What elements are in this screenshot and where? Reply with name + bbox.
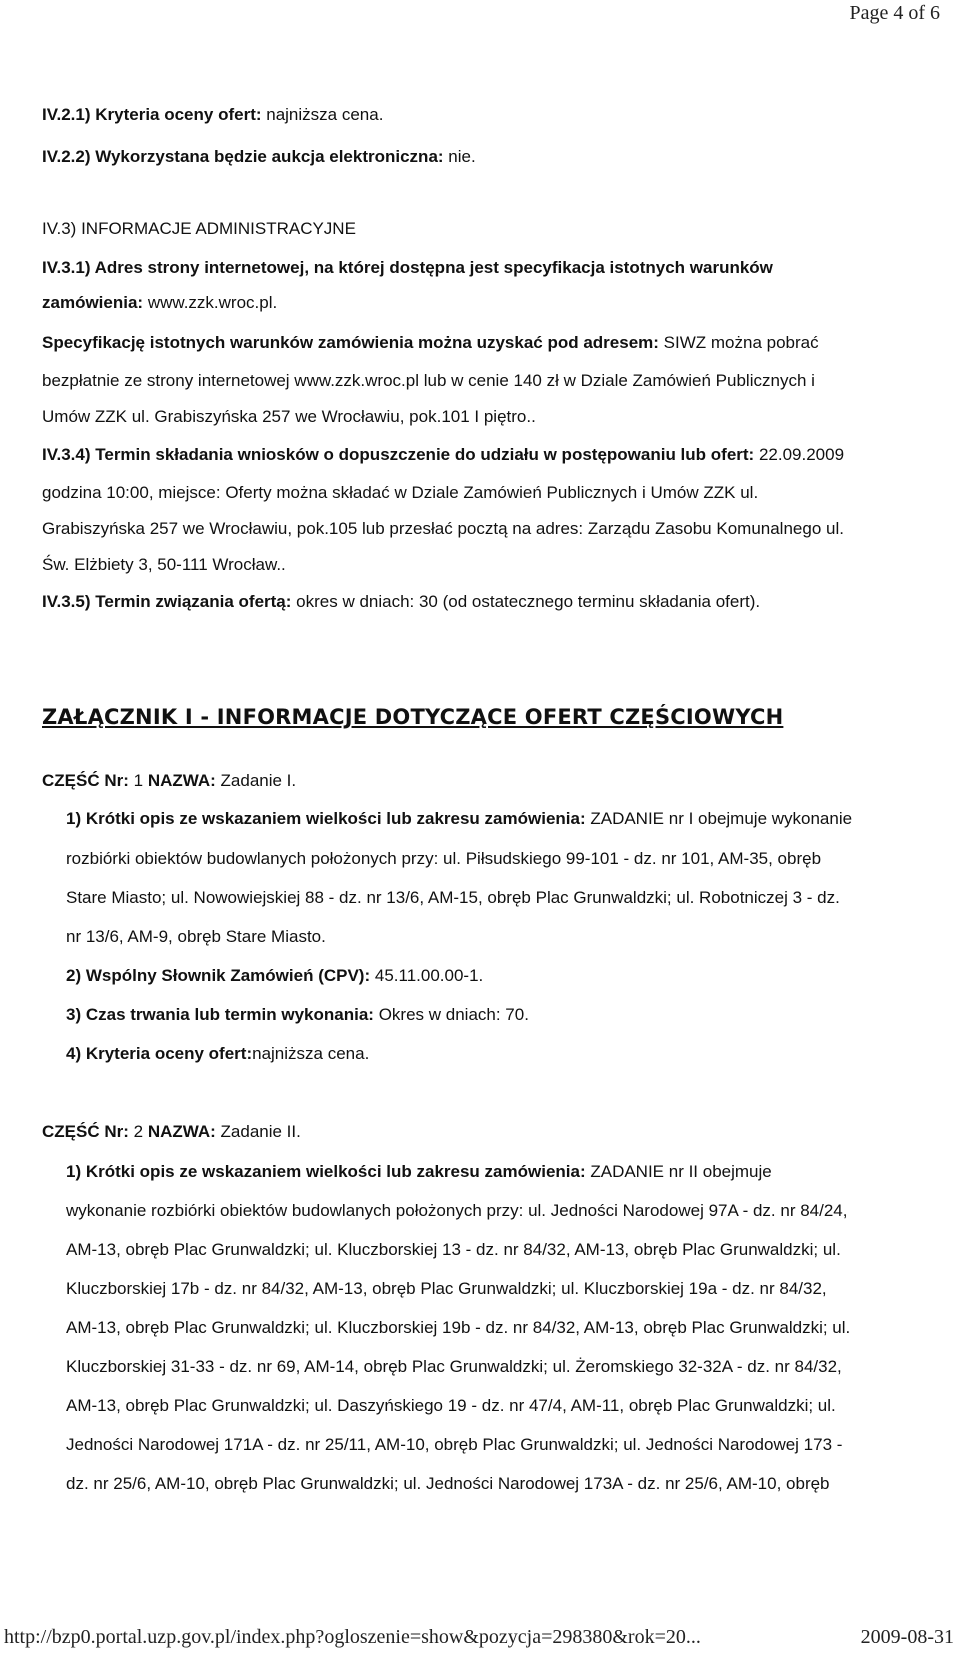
binding-line: IV.3.5) Termin związania ofertą: okres w dniach: 30 (od ostatecznego terminu składania ofert). [42,592,761,611]
part1-desc-1: 1) Krótki opis ze wskazaniem wielkości lub zakresu zamówienia: ZADANIE nr I obejmuje wykonanie [66,809,853,828]
criteria-line: IV.2.1) Kryteria oceny ofert: najniższa cena. [42,105,384,124]
part2-header: CZĘŚĆ Nr: 2 NAZWA: Zadanie II. [42,1122,301,1141]
deadline-line-1: IV.3.4) Termin składania wniosków o dopuszczenie do udziału w postępowaniu lub ofert: 22.09.2009 [42,445,845,464]
part2-desc-line: AM-13, obręb Plac Grunwaldzki; ul. Daszyńskiego 19 - dz. nr 47/4, AM-11, obręb Plac Grunwaldzki; ul. [66,1396,836,1415]
page-footer [0,1626,960,1654]
part2-desc-line: AM-13, obręb Plac Grunwaldzki; ul. Kluczborskiej 19b - dz. nr 84/32, AM-13, obręb Plac Grunwaldzki; ul. [66,1318,851,1337]
footer-date: 2009-08-31 [860,1626,954,1648]
part1-desc-4: nr 13/6, AM-9, obręb Stare Miasto. [66,927,326,946]
website-label: IV.3.1) Adres strony internetowej, na której dostępna jest specyfikacja istotnych warunków [42,258,773,277]
part2-desc-line: AM-13, obręb Plac Grunwaldzki; ul. Kluczborskiej 13 - dz. nr 84/32, AM-13, obręb Plac Grunwaldzki; ul. [66,1240,841,1259]
part1-criteria: 4) Kryteria oceny ofert:najniższa cena. [66,1044,370,1063]
deadline-line-3: Grabiszyńska 257 we Wrocławiu, pok.105 lub przesłać pocztą na adres: Zarządu Zasobu Komunalnego ul. [42,519,844,538]
part1-duration: 3) Czas trwania lub termin wykonania: Okres w dniach: 70. [66,1005,529,1024]
deadline-line-2: godzina 10:00, miejsce: Oferty można składać w Dziale Zamówień Publicznych i Umów ZZK ul. [42,483,759,502]
part2-desc-line: Kluczborskiej 17b - dz. nr 84/32, AM-13, obręb Plac Grunwaldzki; ul. Kluczborskiej 19a - dz. nr 84/32, [66,1279,827,1298]
siwz-line-3: Umów ZZK ul. Grabiszyńska 257 we Wrocławiu, pok.101 I piętro.. [42,407,536,426]
deadline-line-4: Św. Elżbiety 3, 50-111 Wrocław.. [42,555,286,574]
part2-desc-line: dz. nr 25/6, AM-10, obręb Plac Grunwaldzki; ul. Jedności Narodowej 173A - dz. nr 25/6, AM-10, obręb [66,1474,830,1493]
part2-desc-1: 1) Krótki opis ze wskazaniem wielkości lub zakresu zamówienia: ZADANIE nr II obejmuje [66,1162,772,1181]
footer-url: http://bzp0.portal.uzp.gov.pl/index.php?ogloszenie=show&pozycja=298380&rok=20... [4,1626,701,1648]
part1-header: CZĘŚĆ Nr: 1 NAZWA: Zadanie I. [42,771,297,790]
part1-desc-2: rozbiórki obiektów budowlanych położonych przy: ul. Piłsudskiego 99-101 - dz. nr 101, AM-35, obręb [66,849,822,868]
website-line: zamówienia: www.zzk.wroc.pl. [42,293,278,312]
auction-line: IV.2.2) Wykorzystana będzie aukcja elektroniczna: nie. [42,147,476,166]
page-number: Page 4 of 6 [849,2,940,24]
siwz-line-2: bezpłatnie ze strony internetowej www.zzk.wroc.pl lub w cenie 140 zł w Dziale Zamówień Publicznych i [42,371,815,390]
admin-heading: IV.3) INFORMACJE ADMINISTRACYJNE [42,219,356,238]
siwz-line-1: Specyfikację istotnych warunków zamówienia można uzyskać pod adresem: SIWZ można pobrać [42,333,819,352]
annex-title: ZAŁĄCZNIK I - INFORMACJE DOTYCZĄCE OFERT CZĘŚCIOWYCH [42,705,784,729]
part2-desc-line: wykonanie rozbiórki obiektów budowlanych położonych przy: ul. Jedności Narodowej 97A - dz. nr 84/24, [66,1201,848,1220]
part2-desc-line: Jedności Narodowej 171A - dz. nr 25/11, AM-10, obręb Plac Grunwaldzki; ul. Jedności Narodowej 173 - [66,1435,843,1454]
part1-cpv: 2) Wspólny Słownik Zamówień (CPV): 45.11.00.00-1. [66,966,484,985]
part2-desc-line: Kluczborskiej 31-33 - dz. nr 69, AM-14, obręb Plac Grunwaldzki; ul. Żeromskiego 32-32A - dz. nr 84/32, [66,1357,842,1376]
part1-desc-3: Stare Miasto; ul. Nowowiejskiej 88 - dz. nr 13/6, AM-15, obręb Plac Grunwaldzki; ul. Robotniczej 3 - dz. [66,888,840,907]
